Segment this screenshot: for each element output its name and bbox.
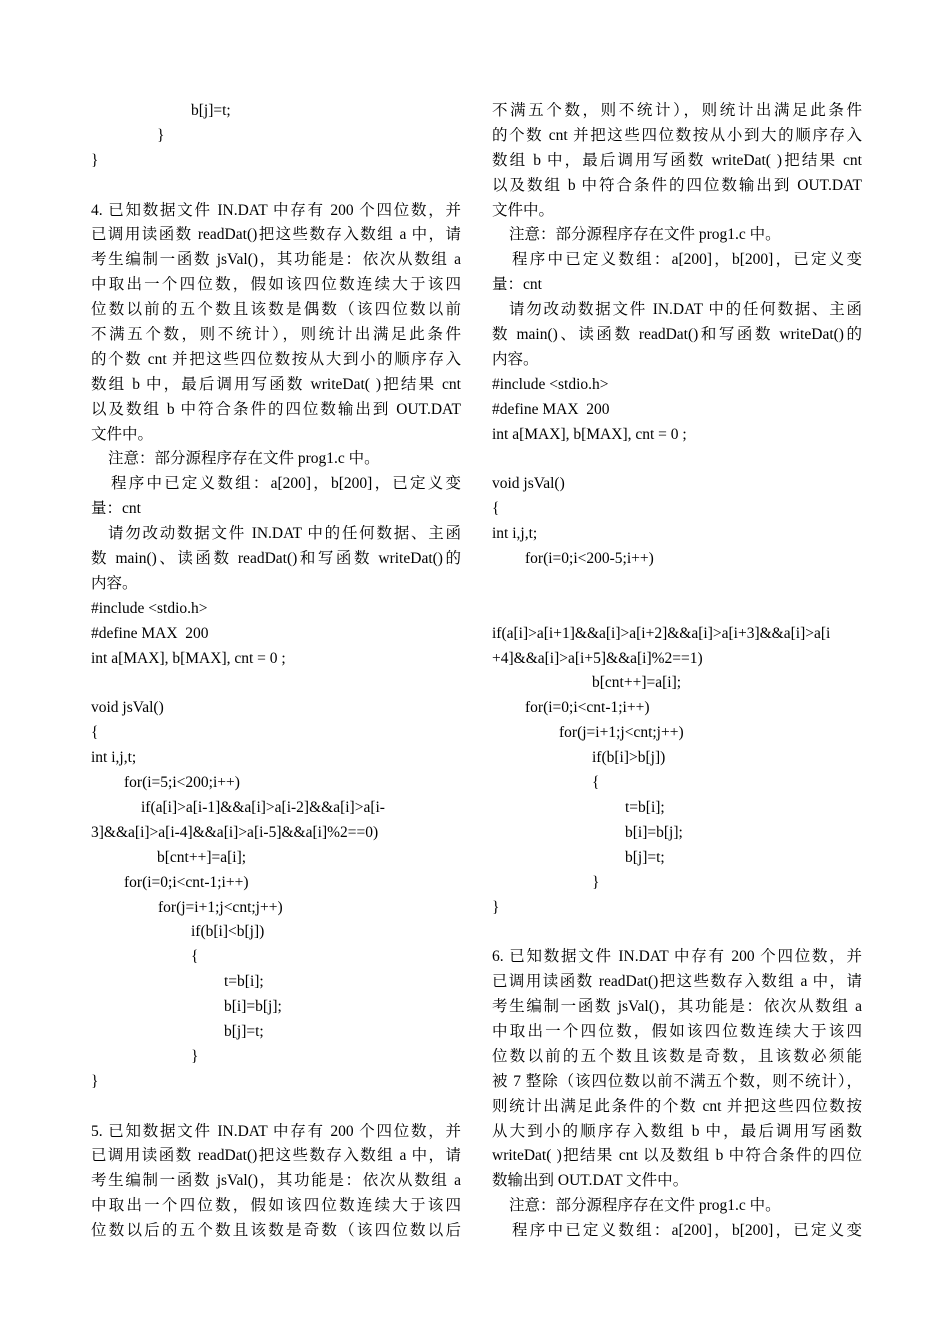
- text-line: 则统计出满足此条件的个数 cnt 并把这些四位数按: [492, 1097, 862, 1115]
- code-line: b[j]=t;: [625, 848, 665, 866]
- code-line: for(i=5;i<200;i++): [124, 774, 240, 792]
- text-line: 数组 b 中，最后调用写函数 writeDat( )把结果 cnt: [91, 375, 461, 393]
- text-line: 4. 已知数据文件 IN.DAT 中存有 200 个四位数，并: [91, 201, 461, 219]
- text-line: 中取出一个四位数，假如该四位数连续大于该四: [91, 276, 461, 294]
- code-line: if(a[i]>a[i+1]&&a[i]>a[i+2]&&a[i]>a[i+3]&&a[i]>a[i: [492, 624, 831, 642]
- code-line: {: [592, 774, 600, 792]
- note-line: 程序中已定义数组：a[200]，b[200]，已定义变: [512, 251, 862, 269]
- note-line: 注意：部分源程序存在文件 prog1.c 中。: [509, 1197, 781, 1215]
- left-column: [91, 99, 461, 1244]
- text-line: 以及数组 b 中符合条件的四位数输出到 OUT.DAT: [492, 176, 862, 194]
- note-line: 量：cnt: [91, 500, 141, 518]
- code-line: }: [492, 898, 500, 916]
- text-line: 文件中。: [91, 425, 154, 443]
- code-line: t=b[i];: [224, 973, 264, 991]
- code-line: }: [91, 151, 99, 169]
- question-5: [91, 1120, 461, 1244]
- code-line: b[cnt++]=a[i];: [157, 848, 247, 866]
- question-4: [91, 199, 461, 1095]
- text-line: 6. 已知数据文件 IN.DAT 中存有 200 个四位数，并: [492, 948, 862, 966]
- note-line: 程序中已定义数组：a[200]，b[200]，已定义变: [512, 1222, 862, 1240]
- text-line: 数组 b 中，最后调用写函数 writeDat( )把结果 cnt: [492, 151, 862, 169]
- code-line: #include <stdio.h>: [91, 599, 208, 617]
- text-line: 不满五个数，则不统计），则统计出满足此条件: [492, 102, 862, 119]
- question-6: [492, 945, 862, 1244]
- code-line: int a[MAX], b[MAX], cnt = 0 ;: [91, 649, 286, 667]
- code-line: b[j]=t;: [191, 102, 231, 119]
- code-line: if(a[i]>a[i-1]&&a[i]>a[i-2]&&a[i]>a[i-: [141, 798, 385, 816]
- code-line: }: [592, 873, 600, 891]
- text-line: 文件中。: [492, 201, 555, 219]
- code-line: }: [91, 1072, 99, 1090]
- code-line: void jsVal(): [91, 699, 164, 717]
- text-line: 从大到小的顺序存入数组 b 中，最后调用写函数: [492, 1122, 862, 1140]
- code-line: for(i=0;i<cnt-1;i++): [525, 699, 650, 717]
- text-line: 中取出一个四位数，假如该四位数连续大于该四: [492, 1022, 862, 1040]
- code-line: b[j]=t;: [224, 1022, 264, 1040]
- question-5-continued: [492, 99, 862, 920]
- code-line: int a[MAX], b[MAX], cnt = 0 ;: [492, 425, 687, 443]
- text-line: 位数以后的五个数且该数是奇数（该四位数以后: [91, 1222, 461, 1240]
- text-line: 考生编制一函数 jsVal()，其功能是：依次从数组 a: [91, 1172, 461, 1190]
- text-line: 位数以前的五个数且该数是偶数（该四位数以前: [91, 301, 461, 319]
- code-line: #include <stdio.h>: [492, 375, 609, 393]
- text-line: 不满五个数，则不统计），则统计出满足此条件: [91, 326, 461, 344]
- code-line: b[i]=b[j];: [625, 823, 683, 841]
- note-line: 量：cnt: [492, 276, 542, 294]
- code-line: {: [91, 724, 99, 742]
- note-line: 请勿改动数据文件 IN.DAT 中的任何数据、主函: [509, 301, 862, 319]
- note-line: 请勿改动数据文件 IN.DAT 中的任何数据、主函: [108, 525, 461, 543]
- text-line: 已调用读函数 readDat()把这些数存入数组 a 中，请: [492, 973, 862, 991]
- code-line: for(j=i+1;j<cnt;j++): [158, 898, 283, 916]
- code-line: {: [191, 948, 199, 966]
- code-line: for(i=0;i<200-5;i++): [525, 550, 654, 568]
- text-line: writeDat( )把结果 cnt 以及数组 b 中符合条件的四位: [492, 1147, 862, 1165]
- code-line: }: [191, 1047, 199, 1065]
- note-line: 程序中已定义数组：a[200]，b[200]，已定义变: [111, 475, 461, 493]
- text-line: 数输出到 OUT.DAT 文件中。: [492, 1172, 689, 1190]
- text-line: 位数以前的五个数且该数是奇数，且该数必须能: [492, 1047, 862, 1065]
- note-line: 注意：部分源程序存在文件 prog1.c 中。: [509, 226, 781, 244]
- code-line: b[i]=b[j];: [224, 998, 282, 1016]
- text-line: 的个数 cnt 并把这些四位数按从大到小的顺序存入: [91, 350, 461, 368]
- note-line: 注意：部分源程序存在文件 prog1.c 中。: [108, 450, 380, 468]
- code-line: b[cnt++]=a[i];: [592, 674, 682, 692]
- text-line: 考生编制一函数 jsVal()，其功能是：依次从数组 a: [492, 998, 862, 1016]
- text-line: 以及数组 b 中符合条件的四位数输出到 OUT.DAT: [91, 400, 461, 418]
- note-line: 数 main()、读函数 readDat()和写函数 writeDat()的: [492, 326, 862, 344]
- code-line: for(j=i+1;j<cnt;j++): [559, 724, 684, 742]
- right-column: [492, 99, 862, 1244]
- note-line: 内容。: [492, 350, 539, 368]
- text-line: 5. 已知数据文件 IN.DAT 中存有 200 个四位数，并: [91, 1122, 461, 1140]
- code-line: if(b[i]<b[j]): [191, 923, 265, 941]
- text-line: 已调用读函数 readDat()把这些数存入数组 a 中，请: [91, 1147, 461, 1165]
- code-line: #define MAX 200: [91, 624, 209, 642]
- text-line: 的个数 cnt 并把这些四位数按从小到大的顺序存入: [492, 126, 862, 144]
- code-line: {: [492, 500, 500, 518]
- code-line: +4]&&a[i]>a[i+5]&&a[i]%2==1): [492, 649, 703, 667]
- code-line: }: [157, 126, 165, 144]
- text-line: 考生编制一函数 jsVal()，其功能是：依次从数组 a: [91, 251, 461, 269]
- text-line: 中取出一个四位数，假如该四位数连续大于该四: [91, 1197, 461, 1215]
- code-line: int i,j,t;: [91, 749, 137, 767]
- code-line: void jsVal(): [492, 475, 565, 493]
- note-line: 内容。: [91, 574, 138, 592]
- text-line: 已调用读函数 readDat()把这些数存入数组 a 中，请: [91, 226, 461, 244]
- code-line: #define MAX 200: [492, 400, 610, 418]
- code-line: 3]&&a[i]>a[i-4]&&a[i]>a[i-5]&&a[i]%2==0): [91, 823, 379, 841]
- code-line: int i,j,t;: [492, 525, 538, 543]
- text-line: 被 7 整除（该四位数以前不满五个数，则不统计），: [492, 1072, 862, 1090]
- code-line: for(i=0;i<cnt-1;i++): [124, 873, 249, 891]
- note-line: 数 main()、读函数 readDat()和写函数 writeDat()的: [91, 550, 461, 568]
- code-line: t=b[i];: [625, 798, 665, 816]
- code-line: if(b[i]>b[j]): [592, 749, 666, 767]
